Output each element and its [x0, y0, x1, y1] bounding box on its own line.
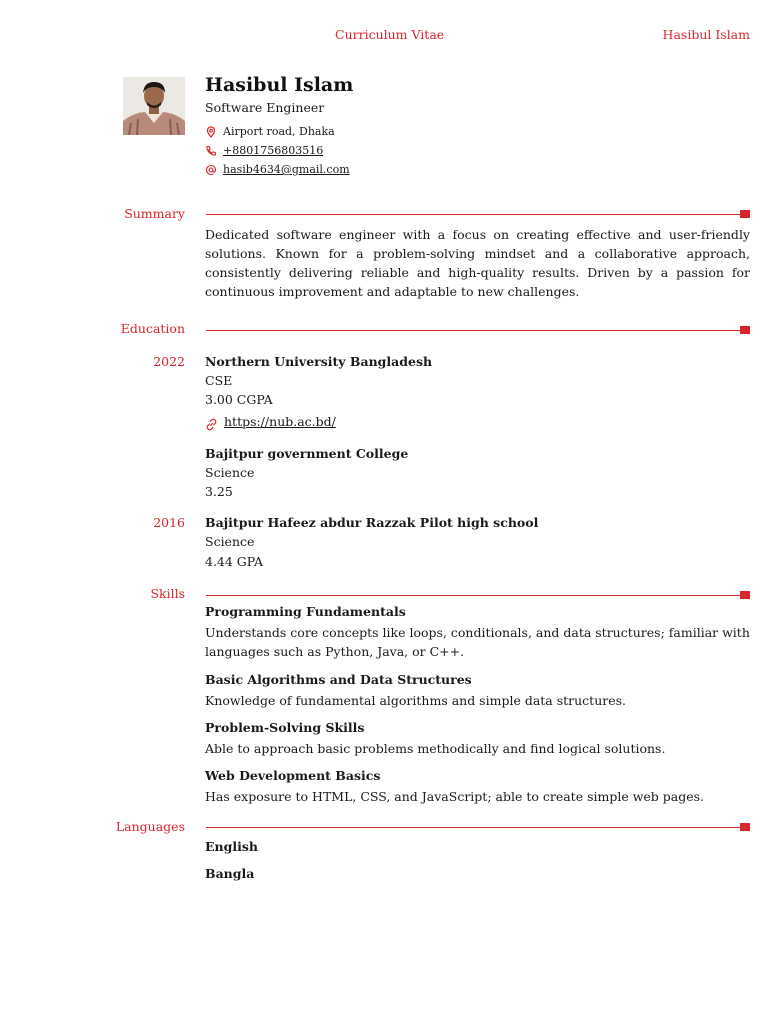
education-field: CSE [205, 373, 233, 388]
contact-phone[interactable] [205, 144, 323, 157]
section-title-education: Education [120, 321, 185, 336]
profile-photo [123, 77, 185, 135]
education-year: 2016 [153, 515, 185, 530]
profile-title: Software Engineer [205, 100, 325, 115]
education-field: Science [205, 465, 255, 480]
language-item: English [205, 839, 258, 854]
section-rule-summary [206, 214, 750, 215]
language-item: Bangla [205, 866, 255, 881]
skill-name: Basic Algorithms and Data Structures [205, 672, 472, 687]
link-icon [205, 416, 218, 429]
education-result: 3.25 [205, 484, 233, 499]
doc-label: Curriculum Vitae [335, 27, 445, 42]
phone-icon [205, 145, 217, 157]
email-link[interactable]: hasib4634@gmail.com [223, 163, 350, 176]
skill-description: Has exposure to HTML, CSS, and JavaScript; able to create simple web pages. [205, 789, 705, 804]
contact-location [205, 125, 335, 138]
education-link[interactable]: https://nub.ac.bd/ [224, 414, 336, 429]
skill-name: Problem-Solving Skills [205, 720, 365, 735]
skill-description: Able to approach basic problems methodically and find logical solutions. [205, 741, 666, 756]
section-title-summary: Summary [124, 206, 185, 221]
summary-text: Dedicated software engineer with a focus on creating effective and user-friendly solutions. Known for a problem-solving mindset and a collaborative approach, consistently delivering reliable and high-quality results. Driven by a passion for continuous improvement and adaptable to new challenges. [205, 227, 750, 299]
education-institution: Bajitpur government College [205, 446, 409, 461]
map-pin-icon [205, 126, 217, 138]
phone-link[interactable]: +8801756803516 [223, 144, 324, 157]
section-title-skills: Skills [150, 586, 185, 601]
skill-description: Understands core concepts like loops, conditionals, and data structures; familiar with languages such as Python, Java, or C++. [205, 625, 750, 659]
education-result: 4.44 GPA [205, 554, 264, 569]
skill-name: Web Development Basics [205, 768, 381, 783]
at-sign-icon [205, 164, 217, 176]
rule-marker [740, 823, 750, 831]
header-owner-name: Hasibul Islam [662, 27, 750, 42]
skill-description: Knowledge of fundamental algorithms and simple data structures. [205, 693, 627, 708]
education-field: Science [205, 534, 255, 549]
education-year: 2022 [153, 354, 185, 369]
location-text: Airport road, Dhaka [223, 125, 335, 138]
contact-email[interactable] [205, 163, 350, 176]
section-title-languages: Languages [115, 819, 185, 834]
skill-name: Programming Fundamentals [205, 604, 406, 619]
rule-marker [740, 326, 750, 334]
section-rule-languages [206, 827, 750, 828]
rule-marker [740, 591, 750, 599]
rule-marker [740, 210, 750, 218]
section-rule-skills [206, 595, 750, 596]
education-result: 3.00 CGPA [205, 392, 273, 407]
education-institution: Northern University Bangladesh [205, 354, 433, 369]
profile-name: Hasibul Islam [205, 74, 354, 96]
section-rule-education [206, 330, 750, 331]
education-institution: Bajitpur Hafeez abdur Razzak Pilot high school [205, 515, 539, 530]
